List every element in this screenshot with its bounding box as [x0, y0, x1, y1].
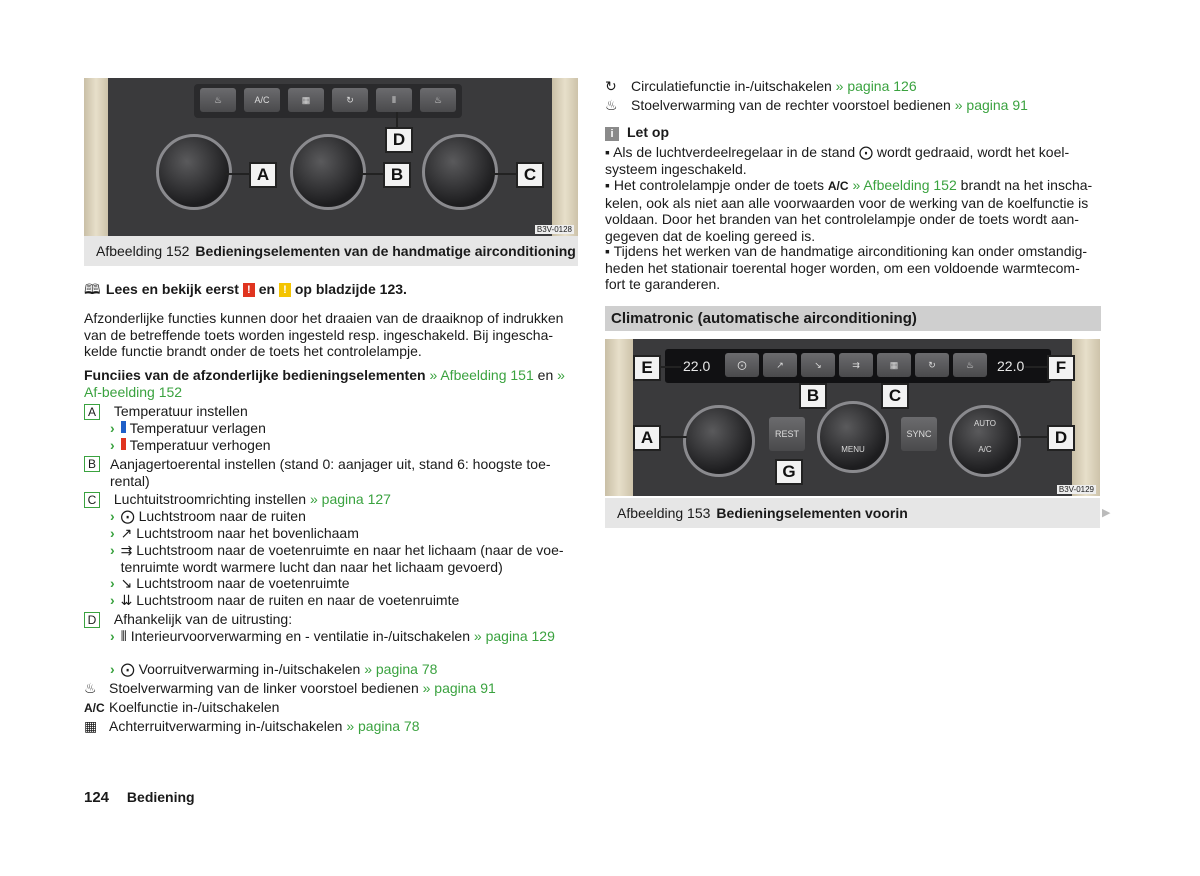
defrost-rear-icon: ▦ — [84, 718, 98, 734]
rest-button[interactable]: REST — [769, 417, 805, 451]
item-d — [84, 611, 292, 628]
temp-right-display: 22.0 — [997, 358, 1025, 374]
chevron-icon: › — [110, 542, 115, 558]
note2-ac-icon: A/C — [827, 179, 849, 193]
callout-d: D — [385, 127, 413, 153]
functions-ref2-link[interactable]: » Af-beelding 152 — [84, 367, 565, 400]
note2-a: Het controlelampje onder de toets — [613, 177, 824, 193]
item-b-text: Aanjagertoerental instellen (stand 0: aanjager uit, stand 6: hoogste toe-rental) — [110, 456, 551, 489]
note2-b: brandt na het inscha-kelen, ook als niet aan alle voorwaarden voor de werking van de koelfunctie is voldaan. Door het branden van het controlelampje onder de toets wordt aan-gegeven dat de koeling gereed is. — [605, 177, 1093, 244]
seat-right-ref-link[interactable]: » pagina 91 — [954, 97, 1028, 113]
seat-right-button[interactable]: ♨ — [420, 88, 456, 112]
note2-ref-link[interactable]: » Afbeelding 152 — [852, 177, 957, 193]
trim-right — [552, 78, 578, 236]
callout-g: G — [775, 459, 803, 485]
rear-defrost-row — [84, 718, 420, 735]
footer — [84, 789, 195, 807]
callout-d: D — [1047, 425, 1075, 451]
item-d-sub1-ref-link[interactable]: » pagina 129 — [473, 628, 555, 644]
chevron-icon: › — [110, 420, 115, 436]
defrost-icon: ⨀ — [120, 508, 139, 524]
leader-b — [358, 173, 386, 175]
item-a-key: A — [84, 404, 100, 420]
seat-right-text: Stoelverwarming van de rechter voorstoel bedienen — [631, 97, 951, 113]
item-c — [84, 491, 391, 508]
item-d-sub2 — [110, 661, 437, 678]
item-a — [84, 403, 248, 420]
chevron-icon: › — [110, 592, 115, 608]
callout-a: A — [249, 162, 277, 188]
temperature-knob[interactable] — [156, 134, 232, 210]
circulation-icon: ↻ — [605, 78, 617, 94]
climatronic-title: Climatronic (automatische airconditioning) — [611, 310, 917, 327]
ac-label: A/C — [978, 445, 992, 454]
chevron-icon: › — [110, 575, 115, 591]
item-a-sub1-text: Temperatuur verlagen — [129, 420, 266, 436]
fan-knob[interactable] — [817, 401, 889, 473]
feet-body-icon: ⇉ — [120, 542, 137, 558]
ac-row — [84, 699, 279, 717]
callout-c: C — [881, 383, 909, 409]
callout-b: B — [799, 383, 827, 409]
temp-left-display: 22.0 — [683, 358, 711, 374]
defrost-max-button[interactable]: ⨀ — [725, 353, 759, 377]
leader-d — [1019, 436, 1047, 438]
note1-b: wordt gedraaid, wordt het koel-systeem ingeschakeld. — [605, 144, 1070, 177]
page-number: 124 — [84, 789, 110, 806]
chevron-icon: › — [110, 628, 115, 644]
caption-title: Bedieningselementen voorin — [716, 505, 908, 521]
feet-icon: ↘ — [120, 575, 137, 591]
climatronic-heading — [605, 306, 1101, 331]
circulation-row — [605, 78, 917, 95]
note-3: ▪ Tijdens het werken van de handmatige airconditioning kan onder omstandig-heden het stationair toerental hoger worden, om een voldoende warmtecom-fort te garanderen. — [605, 243, 1088, 292]
figure-152-image — [84, 78, 578, 236]
caption-number: Afbeelding 153 — [617, 505, 711, 521]
item-c-sub4-text: Luchtstroom naar de voetenruimte — [136, 575, 350, 591]
arrow-right-icon: ▶ — [1102, 507, 1111, 519]
seat-left-row — [84, 680, 496, 697]
rear-defrost-button[interactable]: ▦ — [877, 353, 911, 377]
trim-left — [605, 339, 633, 496]
note-heading — [605, 124, 669, 141]
auto-label: AUTO — [973, 419, 997, 428]
menu-label: MENU — [841, 445, 865, 454]
figure-153-caption — [605, 498, 1100, 528]
interior-heat-icon: ⦀ — [120, 628, 131, 644]
item-c-sub3 — [110, 542, 578, 575]
item-c-sub5-text: Luchtstroom naar de ruiten en naar de voetenruimte — [136, 592, 460, 608]
book-icon: 🕮 — [84, 281, 101, 297]
item-c-text: Luchtuitstroomrichting instellen — [113, 491, 307, 507]
circulation-button[interactable]: ↻ — [332, 88, 368, 112]
seat-left-text: Stoelverwarming van de linker voorstoel bedienen — [109, 680, 419, 696]
functions-ref1-link[interactable]: » Afbeelding 151 — [429, 367, 534, 383]
item-d-text: Afhankelijk van de uitrusting: — [113, 611, 293, 627]
read-first-and: en — [258, 281, 276, 297]
callout-e: E — [633, 355, 661, 381]
rear-defrost-ref-link[interactable]: » pagina 78 — [346, 718, 420, 734]
warning-red-icon: ! — [243, 283, 255, 297]
trim-left — [84, 78, 108, 236]
right-temp-knob[interactable] — [949, 405, 1021, 477]
windshield-feet-icon: ⇊ — [120, 592, 137, 608]
functions-en: en — [537, 367, 554, 383]
trim-right — [1072, 339, 1100, 496]
footer-section: Bediening — [126, 789, 195, 805]
chevron-icon: › — [110, 525, 115, 541]
circulation-button[interactable]: ↻ — [915, 353, 949, 377]
callout-b: B — [383, 162, 411, 188]
item-a-sub1 — [110, 420, 266, 437]
fan-knob[interactable] — [290, 134, 366, 210]
read-first-line — [84, 281, 407, 298]
leader-a — [224, 173, 252, 175]
ac-button[interactable]: A/C — [244, 88, 280, 112]
functions-heading — [84, 367, 576, 400]
intro-paragraph: Afzonderlijke functies kunnen door het draaien van de draaiknop of indrukken van de betreffende toets worden ingesteld resp. ingeschakeld. Bij ingescha-kelde functie brandt onder de toets het controlelampje. — [84, 310, 564, 359]
airflow-knob[interactable] — [422, 134, 498, 210]
callout-a: A — [633, 425, 661, 451]
seat-heat-icon: ♨ — [605, 97, 618, 113]
item-d-sub2-ref-link[interactable]: » pagina 78 — [364, 661, 438, 677]
item-b-key: B — [84, 456, 100, 472]
figure-code: B3V-0129 — [1058, 485, 1094, 494]
item-c-sub5 — [110, 592, 459, 609]
ac-icon: A/C — [84, 701, 105, 715]
item-c-sub2 — [110, 525, 359, 542]
rear-defrost-button[interactable]: ▦ — [288, 88, 324, 112]
item-d-sub1 — [110, 628, 578, 645]
item-c-sub2-text: Luchtstroom naar het bovenlichaam — [136, 525, 359, 541]
caption-number: Afbeelding 152 — [96, 243, 190, 259]
note-title: Let op — [627, 124, 669, 140]
note-1: ▪ Als de luchtverdeelregelaar in de stand ⨀ wordt gedraaid, wordt het koel-systeem ingeschakeld. — [605, 144, 1070, 177]
windshield-heat-icon: ⨀ — [120, 661, 139, 677]
chevron-icon: › — [110, 661, 115, 677]
item-c-key: C — [84, 492, 100, 508]
chevron-icon: › — [110, 508, 115, 524]
upper-body-icon: ↗ — [120, 525, 137, 541]
circulation-text: Circulatiefunctie in-/uitschakelen — [631, 78, 832, 94]
airflow-feet-button[interactable]: ↘ — [801, 353, 835, 377]
note1-a: Als de luchtverdeelregelaar in de stand — [613, 144, 856, 160]
rear-defrost-text: Achterruitverwarming in-/uitschakelen — [109, 718, 343, 734]
seat-heat-icon: ♨ — [84, 680, 97, 696]
ac-text: Koelfunctie in-/uitschakelen — [109, 699, 280, 715]
figure-code: B3V-0128 — [536, 225, 572, 234]
circulation-ref-link[interactable]: » pagina 126 — [835, 78, 917, 94]
chevron-icon: › — [110, 437, 115, 453]
item-d-sub1-text: Interieurvoorverwarming en - ventilatie in-/uitschakelen — [130, 628, 471, 644]
figure-152-caption — [84, 236, 578, 266]
figure-153-image — [605, 339, 1100, 496]
note-2: ▪ Het controlelampje onder de toets A/C » Afbeelding 152 brandt na het inscha-kelen, ook als niet aan alle voorwaarden voor de werking van de koelfunctie is voldaan. Door het branden van het controlelampje onder de toets wordt aan-gegeven dat de koeling gereed is. — [605, 177, 1093, 244]
functions-title: Funciies van de afzonderlijke bedieningselementen — [84, 367, 426, 383]
seat-right-row — [605, 97, 1028, 114]
red-bar-icon — [121, 438, 126, 450]
leader-a — [659, 436, 687, 438]
item-c-sub3-text: Luchtstroom naar de voetenruimte en naar het lichaam (naar de voe-tenruimte wordt warmere lucht dan naar het lichaam gevoerd) — [120, 542, 564, 575]
leader-f — [1025, 366, 1047, 368]
warning-yellow-icon: ! — [279, 283, 291, 297]
sync-button[interactable]: SYNC — [901, 417, 937, 451]
info-icon: i — [605, 127, 619, 141]
callout-c: C — [516, 162, 544, 188]
read-first-page: op bladzijde 123. — [294, 281, 407, 297]
item-c-ref-link[interactable]: » pagina 127 — [310, 491, 391, 507]
item-c-sub1-text: Luchtstroom naar de ruiten — [138, 508, 306, 524]
left-temp-knob[interactable] — [683, 405, 755, 477]
item-a-text: Temperatuur instellen — [113, 403, 248, 419]
item-b — [84, 456, 576, 489]
caption-title: Bedieningselementen van de handmatige airconditioning — [195, 243, 576, 259]
callout-f: F — [1047, 355, 1075, 381]
leader-c — [490, 173, 518, 175]
item-a-sub2-text: Temperatuur verhogen — [129, 437, 271, 453]
seat-left-ref-link[interactable]: » pagina 91 — [422, 680, 496, 696]
airflow-both-button[interactable]: ⇉ — [839, 353, 873, 377]
blue-bar-icon — [121, 421, 126, 433]
seat-left-button[interactable]: ♨ — [200, 88, 236, 112]
defrost-icon: ⨀ — [859, 144, 874, 160]
item-a-sub2 — [110, 437, 271, 454]
read-first-text: Lees en bekijk eerst — [105, 281, 239, 297]
note3: Tijdens het werken van de handmatige airconditioning kan onder omstandig-heden het stationair toerental hoger worden, om een voldoende warmtecom-fort te garanderen. — [605, 243, 1088, 292]
item-c-sub4 — [110, 575, 350, 592]
leader-d — [396, 112, 398, 128]
item-d-key: D — [84, 612, 100, 628]
leader-e — [659, 366, 681, 368]
airflow-upper-button[interactable]: ↗ — [763, 353, 797, 377]
seat-button[interactable]: ♨ — [953, 353, 987, 377]
item-c-sub1 — [110, 508, 306, 525]
item-d-sub2-text: Voorruitverwarming in-/uitschakelen — [138, 661, 361, 677]
interior-heat-button[interactable]: ⦀ — [376, 88, 412, 112]
